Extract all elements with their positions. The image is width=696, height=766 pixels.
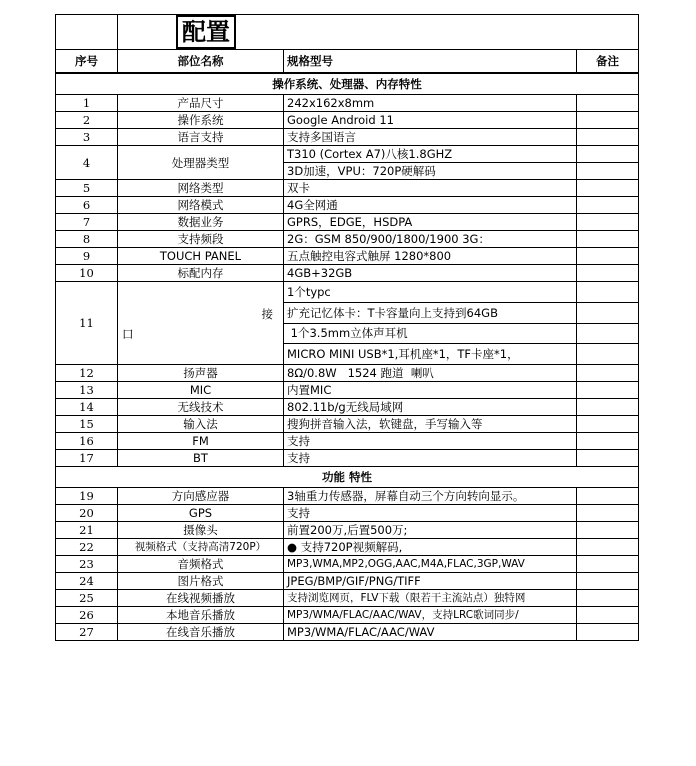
- spec-value: T310 (Cortex A7)八核1.8GHZ: [284, 146, 577, 163]
- part-name: 产品尺寸: [118, 95, 284, 112]
- row-number: 1: [56, 95, 118, 112]
- table-row: [56, 556, 639, 573]
- part-name: TOUCH PANEL: [118, 248, 284, 265]
- table-row: [56, 590, 639, 607]
- part-name: 方向感应器: [118, 488, 284, 505]
- spec-value: 支持: [284, 505, 577, 522]
- spec-value: 搜狗拼音输入法，软键盘，手写输入等: [284, 416, 577, 433]
- part-name-part-a: 接: [261, 307, 273, 321]
- note-cell: [577, 180, 639, 197]
- note-cell: [577, 95, 639, 112]
- note-cell: [577, 231, 639, 248]
- note-cell: [577, 129, 639, 146]
- note-cell: [577, 416, 639, 433]
- note-cell: [577, 399, 639, 416]
- part-name: 操作系统: [118, 112, 284, 129]
- part-name: 支持频段: [118, 231, 284, 248]
- part-name: 网络类型: [118, 180, 284, 197]
- table-row: [56, 505, 639, 522]
- row-number: 17: [56, 450, 118, 467]
- table-row: [56, 146, 639, 163]
- table-row: [56, 624, 639, 641]
- note-cell: [577, 248, 639, 265]
- spec-value: 8Ω/0.8W 1524 跑道 喇叭: [284, 365, 577, 382]
- spec-value: ● 支持720P视频解码,: [284, 539, 577, 556]
- part-name: 图片格式: [118, 573, 284, 590]
- row-number: 19: [56, 488, 118, 505]
- part-name: 摄像头: [118, 522, 284, 539]
- part-name: 扬声器: [118, 365, 284, 382]
- note-cell: [577, 146, 639, 163]
- row-number: 8: [56, 231, 118, 248]
- note-cell: [577, 450, 639, 467]
- note-cell: [577, 573, 639, 590]
- note-cell: [577, 433, 639, 450]
- part-name: 视频格式（支持高清720P）: [118, 539, 284, 556]
- part-name: GPS: [118, 505, 284, 522]
- part-name: 处理器类型: [118, 146, 284, 180]
- table-row: [56, 231, 639, 248]
- row-number: 5: [56, 180, 118, 197]
- table-row: [56, 112, 639, 129]
- row-number: 7: [56, 214, 118, 231]
- spec-value: 4GB+32GB: [284, 265, 577, 282]
- row-number: 13: [56, 382, 118, 399]
- table-row: [56, 573, 639, 590]
- spec-value: GPRS，EDGE，HSDPA: [284, 214, 577, 231]
- spec-value: 242x162x8mm: [284, 95, 577, 112]
- part-name: 输入法: [118, 416, 284, 433]
- table-row: [56, 607, 639, 624]
- table-row: [56, 433, 639, 450]
- part-name: 本地音乐播放: [118, 607, 284, 624]
- note-cell: [577, 522, 639, 539]
- row-number: 25: [56, 590, 118, 607]
- spec-value: JPEG/BMP/GIF/PNG/TIFF: [284, 573, 577, 590]
- table-row: [56, 488, 639, 505]
- header-row: [56, 50, 639, 74]
- row-number: 12: [56, 365, 118, 382]
- note-cell: [577, 539, 639, 556]
- note-cell: [577, 382, 639, 399]
- table-row: [56, 180, 639, 197]
- table-row: [56, 365, 639, 382]
- spec-value: 双卡: [284, 180, 577, 197]
- row-number: 15: [56, 416, 118, 433]
- row-number: 16: [56, 433, 118, 450]
- spec-value: 支持浏览网页，FLV下载（限若干主流站点）独特网: [284, 590, 577, 607]
- part-name: FM: [118, 433, 284, 450]
- table-row: [56, 265, 639, 282]
- table-row: [56, 399, 639, 416]
- note-cell: [577, 214, 639, 231]
- header-part: 部位名称: [118, 50, 284, 74]
- spec-value: 2G：GSM 850/900/1800/1900 3G：: [284, 231, 577, 248]
- part-name: 语言支持: [118, 129, 284, 146]
- part-name: 无线技术: [118, 399, 284, 416]
- spec-value: 4G全网通: [284, 197, 577, 214]
- note-cell: [577, 323, 639, 344]
- note-cell: [577, 607, 639, 624]
- section-row: [56, 73, 639, 95]
- row-number: 10: [56, 265, 118, 282]
- section-title: 功能 特性: [56, 467, 639, 488]
- spec-value: 支持多国语言: [284, 129, 577, 146]
- part-name-part-b: 口: [122, 327, 134, 341]
- note-cell: [577, 282, 639, 303]
- header-no: 序号: [56, 50, 118, 74]
- part-name: BT: [118, 450, 284, 467]
- spec-value: MP3/WMA/FLAC/AAC/WAV，支持LRC歌词同步/: [284, 607, 577, 624]
- row-number: 27: [56, 624, 118, 641]
- header-note: 备注: [577, 50, 639, 74]
- row-number: 2: [56, 112, 118, 129]
- spec-value: 支持: [284, 450, 577, 467]
- row-number: 4: [56, 146, 118, 180]
- part-name: 在线视频播放: [118, 590, 284, 607]
- spec-table: [55, 14, 639, 641]
- part-name: 网络模式: [118, 197, 284, 214]
- table-row: [56, 95, 639, 112]
- row-number: 14: [56, 399, 118, 416]
- part-name: 数据业务: [118, 214, 284, 231]
- row-number: 26: [56, 607, 118, 624]
- spec-value: 3D加速，VPU：720P硬解码: [284, 163, 577, 180]
- part-name: 音频格式: [118, 556, 284, 573]
- spec-value: 前置200万,后置500万;: [284, 522, 577, 539]
- spec-value: MP3/WMA/FLAC/AAC/WAV: [284, 624, 577, 641]
- spec-value: 802.11b/g无线局域网: [284, 399, 577, 416]
- section-title: 操作系统、处理器、内存特性: [56, 73, 639, 95]
- table-row: [56, 416, 639, 433]
- row-number: 21: [56, 522, 118, 539]
- note-cell: [577, 556, 639, 573]
- spec-value: 支持: [284, 433, 577, 450]
- note-cell: [577, 302, 639, 323]
- spec-value: 3轴重力传感器，屏幕自动三个方向转向显示。: [284, 488, 577, 505]
- note-cell: [577, 197, 639, 214]
- spec-value: MICRO MINI USB*1,耳机座*1，TF卡座*1，: [284, 344, 577, 365]
- row-number: 11: [56, 282, 118, 365]
- table-row: [56, 522, 639, 539]
- part-name: [118, 282, 284, 365]
- spec-value: 1个3.5mm立体声耳机: [284, 323, 577, 344]
- note-cell: [577, 624, 639, 641]
- note-cell: [577, 163, 639, 180]
- note-cell: [577, 365, 639, 382]
- row-number: 9: [56, 248, 118, 265]
- spec-value: 五点触控电容式触屏 1280*800: [284, 248, 577, 265]
- row-number: 23: [56, 556, 118, 573]
- note-cell: [577, 505, 639, 522]
- table-row: [56, 539, 639, 556]
- spec-value: 1个typc: [284, 282, 577, 303]
- note-cell: [577, 112, 639, 129]
- part-name: 标配内存: [118, 265, 284, 282]
- table-row: [56, 214, 639, 231]
- table-row: [56, 450, 639, 467]
- row-number: 20: [56, 505, 118, 522]
- spec-value: Google Android 11: [284, 112, 577, 129]
- table-row: [56, 248, 639, 265]
- note-cell: [577, 488, 639, 505]
- table-row: [56, 382, 639, 399]
- spec-value: MP3,WMA,MP2,OGG,AAC,M4A,FLAC,3GP,WAV: [284, 556, 577, 573]
- part-name: MIC: [118, 382, 284, 399]
- table-row: [56, 129, 639, 146]
- note-cell: [577, 265, 639, 282]
- part-name: 在线音乐播放: [118, 624, 284, 641]
- section-row: [56, 467, 639, 488]
- header-spec: 规格型号: [284, 50, 577, 74]
- spec-value: 内置MIC: [284, 382, 577, 399]
- row-number: 3: [56, 129, 118, 146]
- table-row: [56, 197, 639, 214]
- row-number: 22: [56, 539, 118, 556]
- title-row: [56, 15, 639, 50]
- note-cell: [577, 344, 639, 365]
- page-title: 配置: [176, 15, 236, 49]
- spec-value: 扩充记忆体卡：T卡容量向上支持到64GB: [284, 302, 577, 323]
- row-number: 24: [56, 573, 118, 590]
- note-cell: [577, 590, 639, 607]
- table-row: [56, 282, 639, 303]
- row-number: 6: [56, 197, 118, 214]
